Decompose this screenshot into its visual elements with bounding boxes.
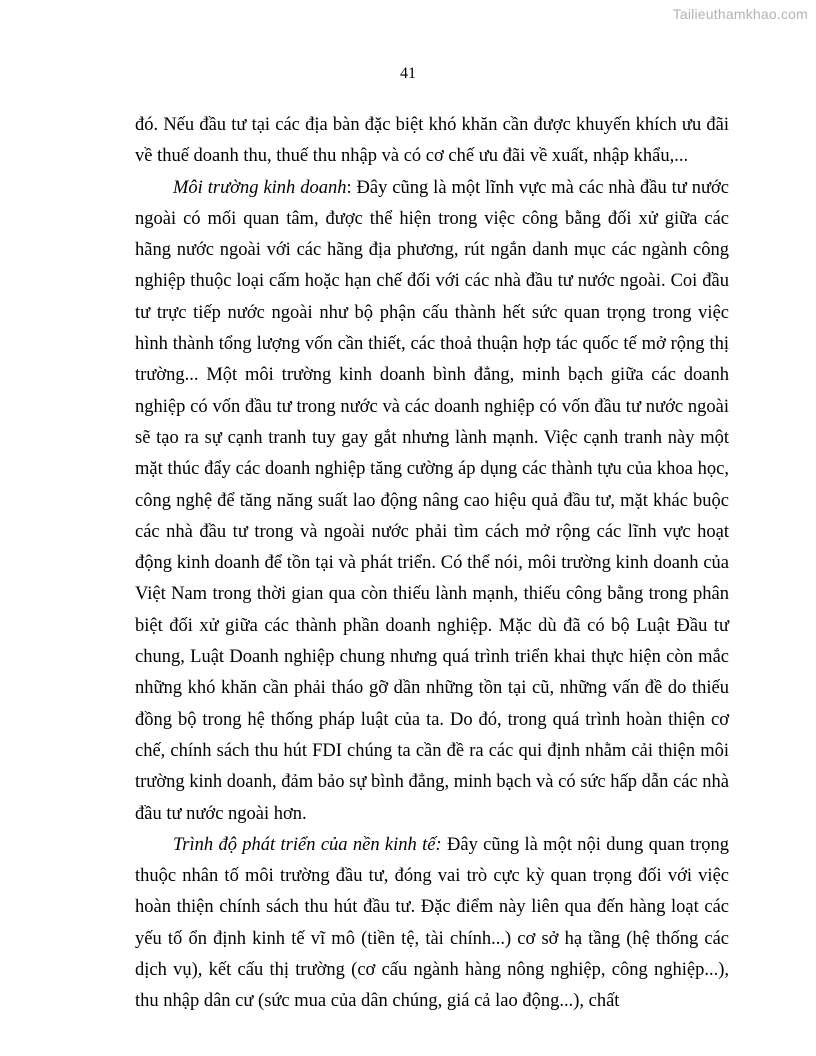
section-heading-business-environment: Môi trường kinh doanh [173, 177, 347, 198]
watermark: Tailieuthamkhao.com [672, 6, 808, 22]
paragraph-1: đó. Nếu đầu tư tại các địa bàn đặc biệt khó khăn cần được khuyến khích ưu đãi về thuế doanh thu, thuế thu nhập và có cơ chế ưu đãi về xuất, nhập khẩu,... [135, 115, 729, 167]
paragraph-economic-development [135, 830, 729, 1018]
paragraph-business-environment [135, 173, 729, 830]
paragraph-body: : Đây cũng là một lĩnh vực mà các nhà đầu tư nước ngoài có mối quan tâm, được thể hiện trong việc công bằng đối xử giữa các hãng nước ngoài với các hãng địa phương, rút ngắn danh mục các ngành công nghiệp thuộc loại cấm hoặc hạn chế đối với các nhà đầu tư nước ngoài. Coi đầu tư trực tiếp nước ngoài như bộ phận cấu thành hết sức quan trọng trong việc hình thành tổng lượng vốn cần thiết, các thoả thuận hợp tác quốc tế mở rộng thị trường... Một môi trường kinh doanh bình đẳng, minh bạch giữa các doanh nghiệp có vốn đầu tư trong nước và các doanh nghiệp có vốn đầu tư nước ngoài sẽ tạo ra sự cạnh tranh tuy gay gắt nhưng lành mạnh. Việc cạnh tranh này một mặt thúc đẩy các doanh nghiệp tăng cường áp dụng các thành tựu của khoa học, công nghệ để tăng năng suất lao động nâng cao hiệu quả đầu tư, mặt khác buộc các nhà đầu tư trong và ngoài nước phải tìm cách mở rộng các lĩnh vực hoạt động kinh doanh để tồn tại và phát triển. Có thể nói, môi trường kinh doanh của Việt Nam trong thời gian qua còn thiếu lành mạnh, thiếu công bằng trong phân biệt đối xử giữa các thành phần doanh nghiệp. Mặc dù đã có bộ Luật Đầu tư chung, Luật Doanh nghiệp chung nhưng quá trình triển khai thực hiện còn mắc những khó khăn cần phải tháo gỡ dần những tồn tại cũ, những vấn đề do thiếu đồng bộ trong hệ thống pháp luật của ta. Do đó, trong quá trình hoàn thiện cơ chế, chính sách thu hút FDI chúng ta cần đề ra các qui định nhằm cải thiện môi trường kinh doanh, đảm bảo sự bình đẳng, minh bạch và có sức hấp dẫn các nhà đầu tư nước ngoài hơn. [135, 177, 729, 824]
page-number: 41 [400, 65, 416, 82]
section-heading-economic-development: Trình độ phát triển của nền kinh tế: [173, 834, 442, 855]
paragraph-body: Đây cũng là một nội dung quan trọng thuộc nhân tố môi trường đầu tư, đóng vai trò cực kỳ quan trọng đối với việc hoàn thiện chính sách thu hút đầu tư. Đặc điểm này liên qua đến hàng loạt các yếu tố ổn định kinh tế vĩ mô (tiền tệ, tài chính...) cơ sở hạ tầng (hệ thống các dịch vụ), kết cấu thị trường (cơ cấu ngành hàng nông nghiệp, công nghiệp...), thu nhập dân cư (sức mua của dân chúng, giá cả lao động...), chất [135, 834, 729, 1012]
document-body [135, 110, 729, 1018]
